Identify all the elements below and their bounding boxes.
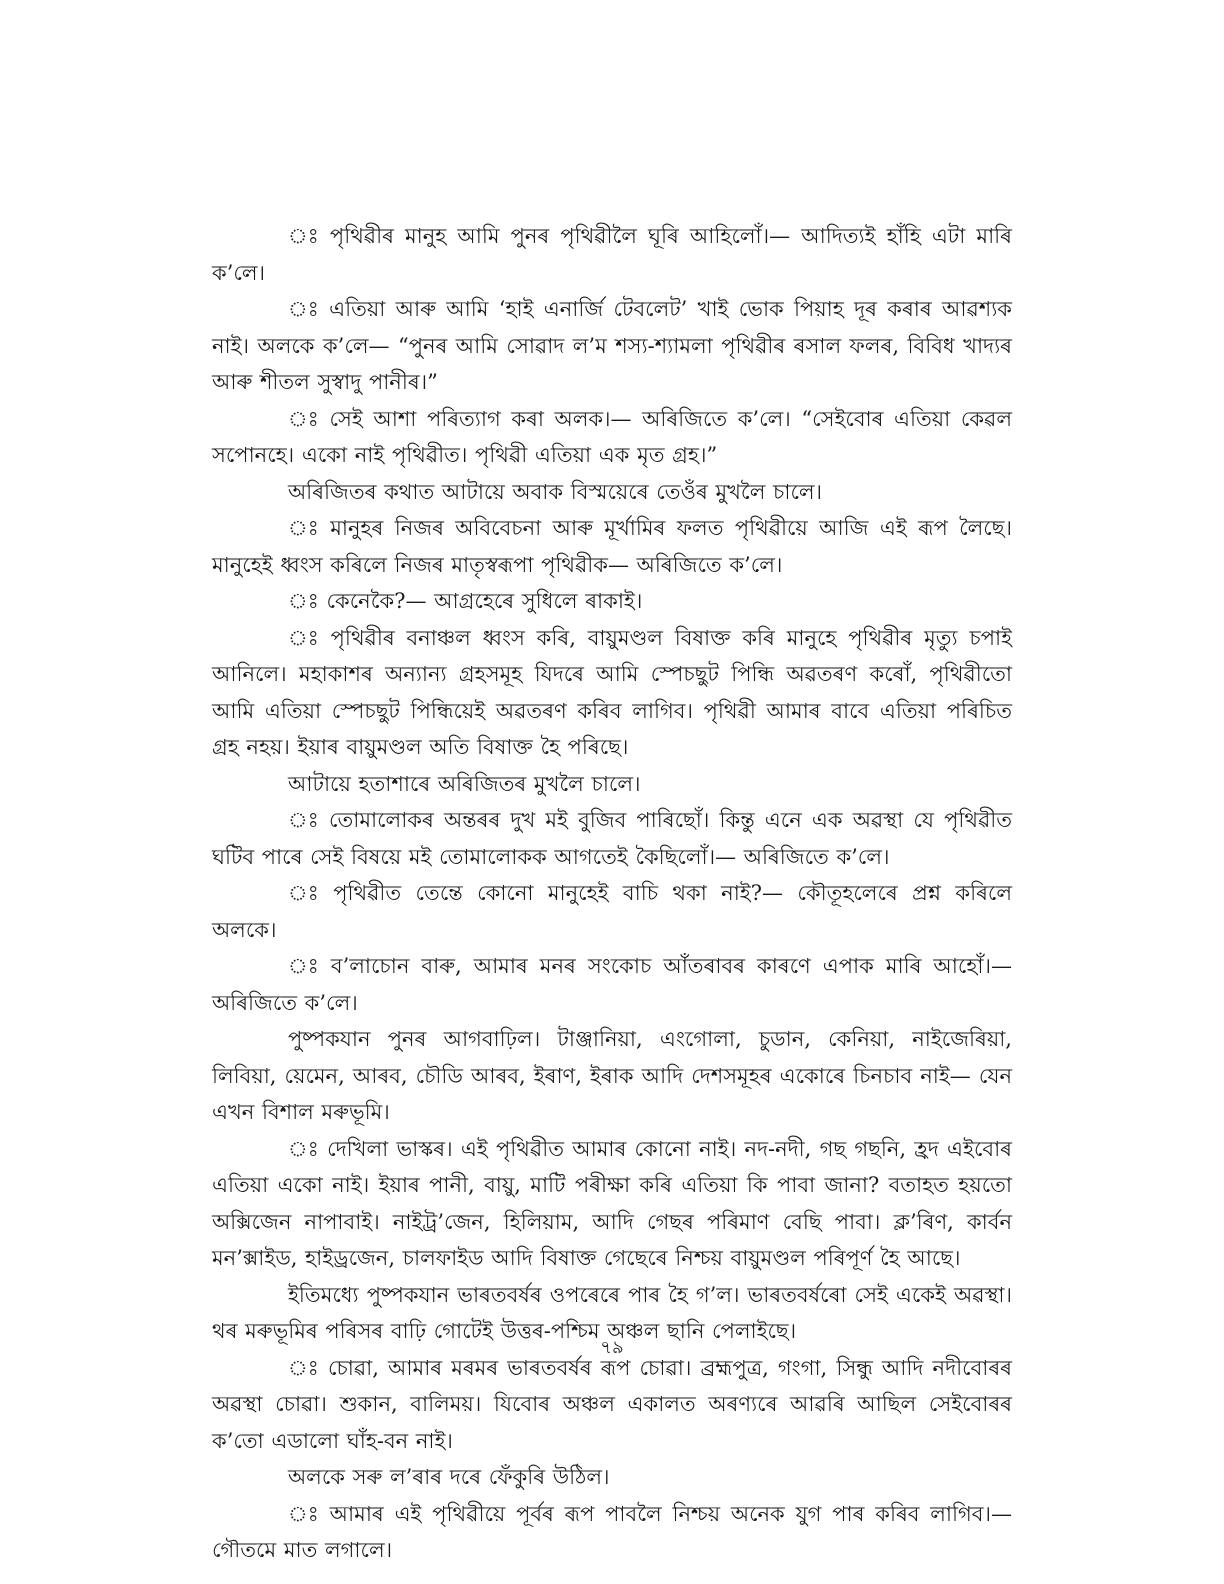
paragraph: ঃ পৃথিৱীৰ বনাঞ্চল ধ্বংস কৰি, বায়ুমণ্ডল বিষাক্ত কৰি মানুহে পৃথিৱীৰ মৃত্যু চপাই আনিলে। মহাকাশৰ অন্যান্য গ্ৰহসমূহ যিদৰে আমি স্পেচছুট পিন্ধি অৱতৰণ কৰোঁ, পৃথিৱীতো আমি এতিয়া স্পেচছুট পিন্ধিয়েই অৱতৰণ কৰিব লাগিব। পৃথিৱী আমাৰ বাবে এতিয়া পৰিচিত গ্ৰহ নহয়। ইয়াৰ বায়ুমণ্ডল অতি বিষাক্ত হৈ পৰিছে। <box>212 625 1012 759</box>
paragraph: ঃ পৃথিৱীত তেন্তে কোনো মানুহেই বাচি থকা নাই?— কৌতূহলেৰে প্ৰশ্ন কৰিলে অলকে। <box>212 881 1012 942</box>
paragraph: ঃ ব’লাচোন বাৰু, আমাৰ মনৰ সংকোচ আঁতৰাবৰ কাৰণে এপাক মাৰি আহোঁ।— অৰিজিতে ক’লে। <box>212 954 1012 1015</box>
paragraph: অৰিজিতৰ কথাত আটায়ে অবাক বিস্ময়েৰে তেওঁৰ মুখলৈ চালে। <box>288 479 823 504</box>
paragraph: পুষ্পকযান পুনৰ আগবাঢ়িল। টাঞ্জানিয়া, এংগোলা, চুডান, কেনিয়া, নাইজেৰিয়া, লিবিয়া, য়েমেন, আৰব, চৌডি আৰব, ইৰাণ, ইৰাক আদি দেশসমূহৰ একোৰে চিনচাব নাই— যেন এখন বিশাল মৰুভূমি। <box>212 1027 1012 1124</box>
paragraph: ঃ পৃথিৱীৰ মানুহ আমি পুনৰ পৃথিৱীলৈ ঘূৰি আহিলোঁ।— আদিত্যই হাঁহি এটা মাৰি ক’লে। <box>212 224 1012 285</box>
paragraph: ঃ আমাৰ এই পৃথিৱীয়ে পূৰ্বৰ ৰূপ পাবলৈ নিশ্চয় অনেক যুগ পাৰ কৰিব লাগিব।— গৌতমে মাত লগালে। <box>212 1501 1012 1562</box>
paragraph: ঃ এতিয়া আৰু আমি ‘হাই এনাৰ্জি টেবলেট’ খাই ভোক পিয়াহ দূৰ কৰাৰ আৱশ্যক নাই। অলকে ক’লে— “পুনৰ আমি সোৱাদ ল’ম শস্য-শ্যামলা পৃথিৱীৰ ৰসাল ফলৰ, বিবিধ খাদ্যৰ আৰু শীতল সুস্বাদু পানীৰ।” <box>212 297 1012 394</box>
paragraph: ঃ তোমালোকৰ অন্তৰৰ দুখ মই বুজিব পাৰিছোঁ। কিন্তু এনে এক অৱস্থা যে পৃথিৱীত ঘটিব পাৰে সেই বিষয়ে মই তোমালোকক আগতেই কৈছিলোঁ।— অৰিজিতে ক’লে। <box>212 808 1012 869</box>
paragraph: অলকে সৰু ল’ৰাৰ দৰে ফেঁকুৰি উঠিল। <box>288 1465 610 1489</box>
paragraph: ঃ কেনেকৈ?— আগ্ৰহেৰে সুধিলে ৰাকাই। <box>288 589 643 613</box>
paragraph: আটায়ে হতাশাৰে অৰিজিতৰ মুখলৈ চালে। <box>288 771 641 796</box>
paragraph: ঃ মানুহৰ নিজৰ অবিবেচনা আৰু মূৰ্খামিৰ ফলত পৃথিৱীয়ে আজি এই ৰূপ লৈছে। মানুহেই ধ্বংস কৰিলে নিজৰ মাতৃস্বৰূপা পৃথিৱীক— অৰিজিতে ক’লে। <box>212 516 1012 577</box>
paragraph: ইতিমধ্যে পুষ্পকযান ভাৰতবৰ্ষৰ ওপৰেৰে পাৰ হৈ গ’ল। ভাৰতবৰ্ষৰো সেই একেই অৱস্থা। থৰ মৰুভূমিৰ পৰিসৰ বাঢ়ি গোটেই উত্তৰ-পশ্চিম অঞ্চল ছানি পেলাইছে। <box>212 1282 1012 1343</box>
page-number: ৭৯ <box>600 1337 624 1358</box>
paragraph: ঃ চোৱা, আমাৰ মৰমৰ ভাৰতবৰ্ষৰ ৰূপ চোৱা। ব্ৰহ্মপুত্ৰ, গংগা, সিন্ধু আদি নদীবোৰৰ অৱস্থা চোৱা। শুকান, বালিময়। যিবোৰ অঞ্চল একালত অৰণ্যৰে আৱৰি আছিল সেইবোৰৰ ক’তো এডালো ঘাঁহ-বন নাই। <box>212 1355 1012 1453</box>
paragraph: ঃ সেই আশা পৰিত্যাগ কৰা অলক।— অৰিজিতে ক’লে। “সেইবোৰ এতিয়া কেৱল সপোনহে। একো নাই পৃথিৱীত। পৃথিৱী এতিয়া এক মৃত গ্ৰহ।” <box>212 406 1012 467</box>
paragraph: ঃ দেখিলা ভাস্কৰ। এই পৃথিৱীত আমাৰ কোনো নাই। নদ-নদী, গছ গছনি, হ্ৰদ এইবোৰ এতিয়া একো নাই। ইয়াৰ পানী, বায়ু, মাটি পৰীক্ষা কৰি এতিয়া কি পাবা জানা? বতাহত হয়তো অক্সিজেন নাপাবাই। নাইট্ৰ’জেন, হিলিয়াম, আদি গেছৰ পৰিমাণ বেছি পাবা। ক্ল’ৰিণ, কাৰ্বন মন’ক্সাইড, হাইড্ৰজেন, চালফাইড আদি বিষাক্ত গেছেৰে নিশ্চয় বায়ুমণ্ডল পৰিপূৰ্ণ হৈ আছে। <box>212 1136 1012 1270</box>
